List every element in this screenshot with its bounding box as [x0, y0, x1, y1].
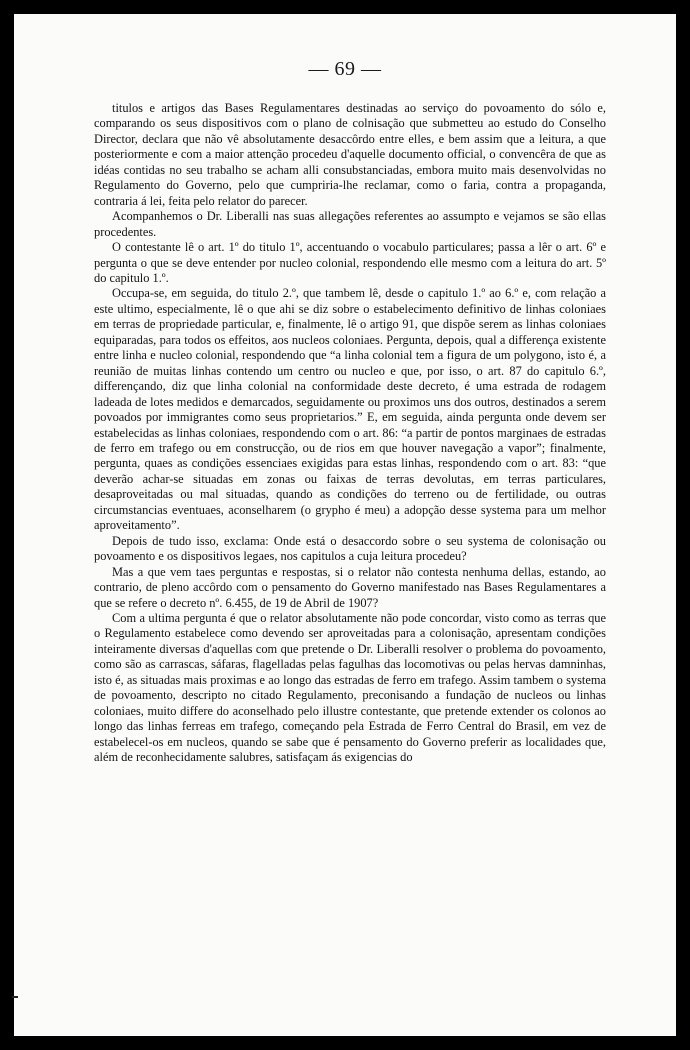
scanned-page [14, 14, 676, 1036]
paragraph: Mas a que vem taes perguntas e respostas, si o relator não contesta nenhuma dellas, estando, ao contrario, de pleno accôrdo com o pensamento do Governo manifestado nas Bases Regulamentares a que se refere o decreto nº. 6.455, de 19 de Abril de 1907? [94, 564, 606, 610]
paragraph: Occupa-se, em seguida, do titulo 2.º, que tambem lê, desde o capitulo 1.º ao 6.º e, com relação a este ultimo, especialmente, lê o que ahi se diz sobre o estabelecimento definitivo de linhas coloniaes em terras de propriedade particular, e, finalmente, lê o artigo 91, que dispõe serem as linhas coloniaes equiparadas, para todos os effeitos, aos nucleos coloniaes. Pergunta, depois, qual a differença existente entre linha e nucleo colonial, respondendo que “a linha colonial tem a figura de um polygono, isto é, a reunião de muitas linhas contendo um centro ou nucleo e que, por isso, o art. 87 do capitulo 6.º, differençando, diz que linha colonial na conformidade deste decreto, é uma estrada de rodagem ladeada de lotes medidos e demarcados, seguidamente ou proximos uns dos outros, destinados a serem povoados por immigrantes como seus proprietarios.” E, em seguida, ainda pergunta onde devem ser estabelecidas as linhas coloniaes, respondendo com o art. 86: “a partir de pontos marginaes de estradas de ferro em trafego ou em construcção, ou de rios em que houver navegação a vapor”; finalmente, pergunta, quaes as condições essenciaes exigidas para estas linhas, respondendo com o art. 83: “que deverão achar-se situadas em zonas ou faixas de terras devolutas, em terras particulares, desaproveitadas ou mal situadas, quando as condições do terreno ou de fertilidade, ou outras circumstancias eventuaes, aconselharem (o grypho é meu) a adopção desse systema para um melhor aproveitamento”. [94, 286, 606, 533]
paragraph: titulos e artigos das Bases Regulamentares destinadas ao serviço do povoamento do sólo e, comparando os seus dispositivos com o plano de colnisação que submetteu ao estudo do Conselho Director, declara que não vê absolutamente desaccôrdo entre elles, e bem assim que a leitura, a que posteriormente e com a maior attenção procedeu d'aquelle documento official, o convencêra de que as idéas contidas no seu trabalho se acham alli consubstanciadas, embora muito mais desenvolvidas no Regulamento do Governo, pelo que cumpriria-lhe reclamar, como o faria, contra a propaganda, contraria á lei, feita pelo relator do parecer. [94, 101, 606, 208]
page-number: — 69 — [308, 58, 382, 80]
paragraph: Acompanhemos o Dr. Liberalli nas suas allegações referentes ao assumpto e vejamos se são ellas procedentes. [94, 209, 606, 239]
paragraph: Com a ultima pergunta é que o relator absolutamente não pode concordar, visto como as terras que o Regulamento estabelece como devendo ser aproveitadas para a colonisação, apresentam condições inteiramente diversas d'aquellas com que pretende o Dr. Liberalli resolver o problema do povoamento, como são as carrascas, sáfaras, flagelladas pelas fagulhas das locomotivas ou pelas hervas damninhas, isto é, as situadas mais proximas e ao longo das estradas de ferro em trafego. Assim tambem o systema de povoamento, descripto no citado Regulamento, preconisando a fundação de nucleos ou linhas coloniaes, muito differe do aconselhado pelo illustre contestante, que pretende extender os colonos ao longo das linhas ferreas em trafego, começando pela Estrada de Ferro Central do Brasil, em vez de estabelecel-os em nucleos, quando se sabe que é pensamento do Governo preferir as localidades que, além de reconhecidamente salubres, satisfaçam ás exigencias do [94, 610, 606, 765]
paragraph: Depois de tudo isso, exclama: Onde está o desaccordo sobre o seu systema de colonisação ou povoamento e os dispositivos legaes, nos capitulos a cuja leitura procedeu? [94, 533, 606, 564]
paragraph: O contestante lê o art. 1º do titulo 1º, accentuando o vocabulo particulares; passa a lêr o art. 6º e pergunta o que se deve entender por nucleo colonial, respondendo elle mesmo com a leitura do art. 5º do capitulo 1.º. [94, 240, 606, 285]
body-text [94, 101, 606, 765]
margin-mark [12, 996, 18, 998]
